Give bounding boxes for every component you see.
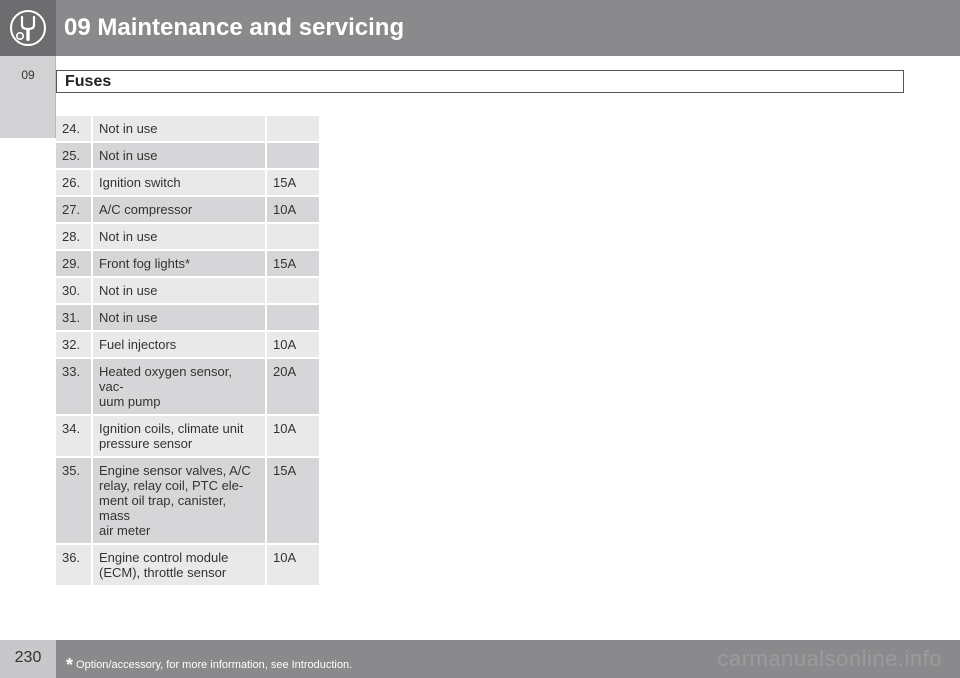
fuse-number: 29. <box>56 251 91 276</box>
section-heading-bar <box>56 70 904 93</box>
fuse-row <box>56 359 319 414</box>
fuse-row <box>56 458 319 543</box>
fuse-row <box>56 197 319 222</box>
header-icon-box <box>0 0 56 56</box>
fuse-description: Engine control module (ECM), throttle sensor <box>93 545 265 585</box>
watermark: carmanualsonline.info <box>717 646 942 671</box>
fuse-row <box>56 116 319 141</box>
fuse-amperage: 15A <box>267 458 319 543</box>
fuse-row <box>56 332 319 357</box>
fuse-description: Fuel injectors <box>93 332 265 357</box>
fuse-number: 35. <box>56 458 91 543</box>
fuse-number: 28. <box>56 224 91 249</box>
fuse-description: A/C compressor <box>93 197 265 222</box>
footnote-text: Option/accessory, for more information, see Introduction. <box>76 659 353 671</box>
page-number: 230 <box>14 649 42 666</box>
fuse-number: 33. <box>56 359 91 414</box>
fuse-number: 27. <box>56 197 91 222</box>
fuse-row <box>56 251 319 276</box>
fuse-description: Engine sensor valves, A/C relay, relay coil, PTC ele- ment oil trap, canister, mass air meter <box>93 458 265 543</box>
fuse-description: Not in use <box>93 305 265 330</box>
fuse-amperage: 15A <box>267 251 319 276</box>
fuse-number: 24. <box>56 116 91 141</box>
fuse-description: Not in use <box>93 116 265 141</box>
fuse-row <box>56 170 319 195</box>
fuse-number: 34. <box>56 416 91 456</box>
fuse-amperage: 20A <box>267 359 319 414</box>
fuse-amperage: 10A <box>267 545 319 585</box>
fuse-amperage: 10A <box>267 197 319 222</box>
fuse-amperage: 10A <box>267 332 319 357</box>
fuse-number: 30. <box>56 278 91 303</box>
fuse-description: Ignition coils, climate unit pressure sensor <box>93 416 265 456</box>
section-title: Fuses <box>65 73 112 90</box>
fuse-number: 25. <box>56 143 91 168</box>
fuse-amperage <box>267 143 319 168</box>
fuse-description: Ignition switch <box>93 170 265 195</box>
page-header <box>0 0 960 56</box>
chapter-side-tab <box>0 56 56 138</box>
fuse-table <box>56 116 319 587</box>
fuse-description: Not in use <box>93 143 265 168</box>
fuse-description: Front fog lights* <box>93 251 265 276</box>
fuse-row <box>56 278 319 303</box>
fuse-amperage: 10A <box>267 416 319 456</box>
fuse-number: 32. <box>56 332 91 357</box>
fuse-amperage <box>267 305 319 330</box>
chapter-number: 09 <box>21 68 35 82</box>
fuse-row <box>56 224 319 249</box>
fuse-number: 26. <box>56 170 91 195</box>
fuse-row <box>56 545 319 585</box>
fuse-number: 31. <box>56 305 91 330</box>
fuse-description: Not in use <box>93 224 265 249</box>
fuse-row <box>56 305 319 330</box>
footnote <box>66 652 352 673</box>
page-title: 09 Maintenance and servicing <box>64 14 405 41</box>
fuse-description: Heated oxygen sensor, vac- uum pump <box>93 359 265 414</box>
fuse-amperage <box>267 278 319 303</box>
page-number-box <box>0 640 56 678</box>
fuse-row <box>56 416 319 456</box>
fuse-amperage: 15A <box>267 170 319 195</box>
wrench-gear-icon <box>8 8 48 48</box>
fuse-number: 36. <box>56 545 91 585</box>
fuse-amperage <box>267 116 319 141</box>
fuse-description: Not in use <box>93 278 265 303</box>
fuse-amperage <box>267 224 319 249</box>
fuse-row <box>56 143 319 168</box>
footnote-star: * <box>66 655 74 675</box>
